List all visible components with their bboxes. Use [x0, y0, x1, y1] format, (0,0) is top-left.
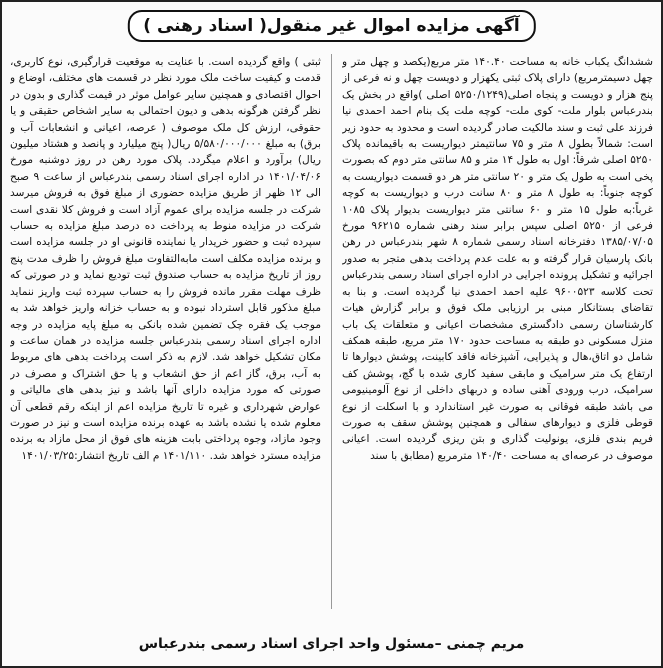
notice-signature: مریم چمنی –مسئول واحد اجرای اسناد رسمی بندرعباس	[138, 636, 525, 652]
column-left-text: ثبتی ) واقع گردیده است. با عنایت به موقعیت قرارگیری، نوع کاربری، قدمت و کیفیت ساخت ملک مورد نظر در قسمت های مختلف، اوضاع و احوال اقتصادی و همچنین سایر عوامل موثر در قیمت گذاری و بدون در نظر گرفتن هرگونه بدهی و دیون احتمالی به سایر اشخاص حقیقی و یا حقوقی، ارزش کل ملک موصوف ( عرصه، اعیانی و انشعابات آب و برق) به مبلغ ۵/۵۸۰/۰۰۰/۰۰۰ ریال( پنج میلیارد و پانصد و هشتاد میلیون ریال) برآورد و اعلام میگردد. پلاک مورد رهن در روز دوشنبه مورخ ۱۴۰۱/۰۴/۰۶ در اداره اجرای اسناد رسمی بندرعباس از ساعت ۹ صبح الی ۱۲ ظهر از طریق مزایده حضوری از مبلغ فوق به فروش میرسد شرکت در جلسه مزایده برای عموم آزاد است و فروش کلا نقدی است شرکت در مزایده منوط به پرداخت ده درصد مبلغ مزایده به حساب سپرده ثبت و حضور خریدار یا نماینده قانونی او در جلسه مزایده است و برنده مزایده مکلف است مابه‌التفاوت مبلغ فروش را ظرف مدت پنج روز از تاریخ مزایده به حساب صندوق ثبت تودیع نماید و در صورتی که ظرف مهلت مقرر مانده فروش را به حساب سپرده ثبت واریز ننماید مبلغ مذکور قابل استرداد نبوده و به حساب خزانه واریز خواهد شد به موجب یک فقره چک تضمین شده بانکی به مبلغ پایه مزایده در وجه اداره اجرای اسناد رسمی بندرعباس جلسه مزایده در همان ساعت و مکان تشکیل خواهد شد. لازم به ذکر است پرداخت بدهی های مربوط به آب، برق، گاز اعم از حق انشعاب و یا حق اشتراک و مصرف در صورتی که مورد مزایده دارای آنها باشد و نیز بدهی های مالیاتی و عوارض شهرداری و غیره تا تاریخ مزایده اعم از اینکه رقم قطعی آن معلوم شده یا نشده باشد به عهده برنده مزایده است و نیز در صورت وجود مازاد، وجوه پرداختی بابت هزینه های فوق از محل مازاد به برنده مزایده مسترد خواهد شد. ۱۴۰۱/۱۱۰ م الف تاریخ انتشار:۱۴۰۱/۰۳/۲۵	[10, 56, 321, 462]
notice-columns	[10, 54, 653, 609]
notice-column-left	[10, 54, 321, 609]
column-right-text: ششدانگ یکباب خانه به مساحت ۱۴۰.۴۰ متر مربع(یکصد و چهل متر و چهل دسیمترمربع) دارای پلاک ثبتی یکهزار و دویست چهل و نه فرعی از پنج هزار و دویست و پنجاه اصلی(۵۲۵۰/۱۲۴۹ اصلی )واقع در بخش یک بندرعباس بلوار ملت- کوی ملت- کوچه ملت یک بنام احمد احمدی نیا فرزند علی ثبت و سند مالکیت صادر گردیده است و محدود به حدود زیر است: شمالاً بطول ۸ متر و ۷۵ سانتیمتر دیواریست به باقیمانده پلاک ۵۲۵۰ اصلی شرقاً: اول به طول ۱۴ متر و ۸۵ سانتی متر دوم که بصورت پخی است به طول یک متر و ۲۰ سانتی متر هر دو قسمت دیواریست به کوچه جنوباً: به طول ۸ متر و ۸۰ سانت درب و دیواریست به کوچه غرباً:به طول ۱۵ متر و ۶۰ سانتی متر دیواریست بدیوار پلاک ۱۰۸۵ فرعی از ۵۲۵۰ اصلی سپس برابر سند رهنی شماره ۹۶۲۱۵ مورخ ۱۳۸۵/۰۷/۰۵ دفترخانه اسناد رسمی شماره ۸ شهر بندرعباس در رهن بانک پارسیان قرار گرفته و به علت عدم پرداخت بدهی متجر به صدور اجرائیه و تشکیل پرونده اجرایی در اداره اجرای اسناد رسمی بندرعباس تحت کلاسه ۹۶۰۰۵۲۳ علیه احمد احمدی نیا گردیده است. و بنا به تقاضای بستانکار مبنی بر ارزیابی ملک فوق و برابر گزارش هیات کارشناسان رسمی دادگستری مشخصات اعیانی و متعلقات یک باب منزل مسکونی دو طبقه به مساحت حدود ۱۷۰ متر مربع، طبقه همکف شامل دو اتاق،هال و پذیرایی، آشپزخانه فاقد کابینت، پوشش دیوارها تا ارتفاع یک متر سرامیک و مابقی سفید کاری شده با گچ، پوشش کف سرامیک، درب ورودی آهنی ساده و دربهای داخلی از نوع آلومینیومی می باشد طبقه فوقانی به صورت غیر استاندارد و با اسکلت از نوع قوطی فلزی و دیوارهای سفالی و همچنین پوشش سقف به صورت فریم بندی فلزی، یونولیت گذاری و بتن ریزی گردیده است. اعیانی موصوف در عرصه‌ای به مساحت ۱۴۰/۴۰ مترمربع (مطابق با سند	[342, 56, 653, 462]
column-divider	[331, 54, 332, 609]
notice-column-right	[342, 54, 653, 609]
notice-title: آگهی مزایده اموال غیر منقول( اسناد رهنی )	[127, 10, 535, 42]
